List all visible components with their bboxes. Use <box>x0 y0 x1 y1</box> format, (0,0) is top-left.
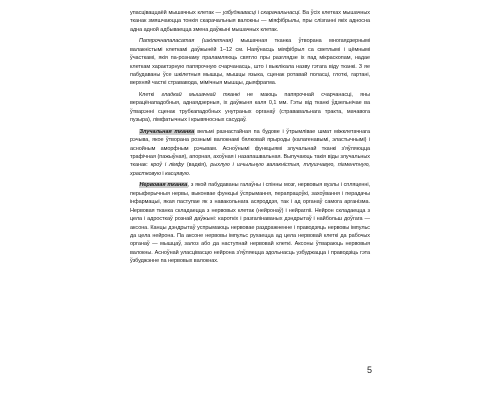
paragraph <box>130 128 370 178</box>
text-run: упасцівацца <box>130 10 161 16</box>
italic-term: гладкай мышачнай тканкі <box>161 92 240 99</box>
paragraph <box>130 9 370 34</box>
italic-term: Папярочнапаласатая (шкілетная) <box>139 38 234 45</box>
text-run: Клеткі <box>139 92 162 99</box>
text-run: не маюць папярочнай счарчанасці, яны верацёнападобныя, аднаядзерныя, іх даўжыня каля 0,1 мм. Гэты від тканкі ўдзельнічае ва ўтварэнні сценак трубкападобных унутраных органаў (стрававальнага тракта, мачавога пузыра), лімфатычных і крывяносных сасудаў. <box>130 92 370 124</box>
text-run: . <box>188 170 191 177</box>
text-run: (вадкія), <box>183 162 211 169</box>
text-run: ё <box>160 10 164 16</box>
paragraph <box>130 37 370 87</box>
text-run: . Ва ўсіх клетках мышачных тканак змяшчаюцца тонкія скарачальныя валокны — міяфібрылы, пры слізганні якіх адносна адна адной адбываецца змена даўжыні мышачных клетак. <box>130 10 370 33</box>
paragraph <box>130 91 370 125</box>
italic-term: кроў і лімфу <box>150 162 184 169</box>
paragraph <box>130 181 370 265</box>
text-run: і <box>255 10 261 16</box>
italic-term: узбуджавасці <box>222 10 256 16</box>
text-body <box>130 9 370 266</box>
text-run: мышачная тканка ўтворана многаядзернымі валакністымі клеткамі даўжынёй 1–12 см. Наяўнасць міяфібрыл са светлымі і цёмнымі ўчасткамі, якія па-рознаму праламляюць святло пры разглядзе іх пад мікраскопам, надае клеткам характэрную папярочную счарчанасць, што і выклікала назву гэтага віду тканкі. З яе пабудаваны ўсе шкілетныя мышцы, мышцы языка, сценак ротавай поласці, глоткі, гартані, верхняй часткі стрававода, мімічныя мышцы, дыяфрагма. <box>130 38 370 87</box>
text-run: і <box>160 170 166 177</box>
highlighted-term: Нервовая тканка <box>139 182 188 189</box>
text-run: й мышачных клетак — <box>163 10 223 16</box>
italic-term: рыхлую і шчыльную валакністыя, тлушчавую, пігментную, храстковую <box>130 162 371 177</box>
italic-term: касцявую <box>165 170 189 177</box>
highlighted-term: Злучальная тканка <box>139 128 195 135</box>
page-number: 5 <box>366 365 372 375</box>
italic-term: скарачальнасці <box>260 10 300 16</box>
text-run: , з якой пабудаваны галаўны і спінны мозг, нервовыя вузлы і спляценні, перыферычныя нервы, выконвае функцыі ўспрымання, перапрацоўкі, захоўвання і перадачы інфармацыі, якая паступае як з навакольнага асяроддзя, так і ад органаў самога арганізма. Нервовая тканка складаецца з нервовых клетак (нейронаў) і нейрагліі. Нейрон складаецца з цела і адросткаў рознай даўжыні: кароткіх і разгалінаваных дэндрытаў і найбольш доўгага — аксона. Канцы дэндрытаў успрымаюць нервовае раздражненне і праводзяць нервовы імпульс да цела нейрона. Па аксоне нервовы імпульс рухаецца ад цела нервовай клеткі да рабочых органаў — мышцаў, залоз або да наступнай нервовай клеткі. Аксоны ўтвараюць нервовыя валокны. Асноўнай уласцівасцю нейрона з'яўляецца здольнасць узбуджацца і праводзіць гэта ўзбуджэнне па нервовых валокнах. <box>130 182 370 265</box>
text-run: вельмі разнастайная па будове і ўтрымлівае шмат міжклетачнага рэчыва, якое ўтворана рознымі валокнамі бялковай прыроды (калагенавымі, эластычнымі) і аснойным аморфным рэчывам. Асноўнымі функцыямі злучальнай тканкі з'яўляюцца трафічная (пажыўная), апорная, ахоўная і назапашвальная. Выпучаюць такія віды злучальных тканак: <box>130 128 370 169</box>
